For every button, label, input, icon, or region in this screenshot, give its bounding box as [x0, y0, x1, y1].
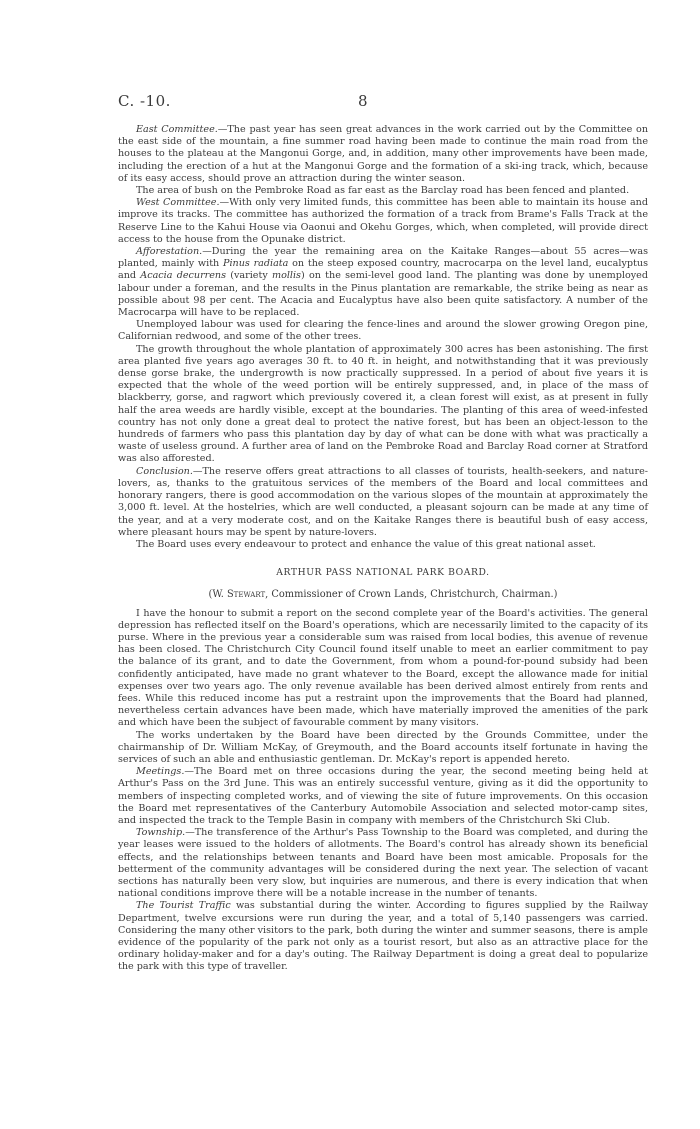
- conclusion-heading: Conclusion.: [136, 465, 193, 477]
- afforestation-text-4: ) on the semi-level good land. The planting was done by unemployed labour under a foreman, and the results in the Pinus plantation are remarkable, the strike being as near as possible about 98 per cent. The Acacia and Eucalyptus have also been quite satisfactory. A number of the Macrocarpa will have to be replaced.: [118, 270, 649, 319]
- paragraph-report-intro: I have the honour to submit a report on the second complete year of the Board's activities. The general depression has reflected itself on the Board's operations, which are necessarily limited to the capacity of its purse. Where in the previous year a considerable sum was raised from local bodies, this avenue of revenue has been closed. The Christchurch City Council found itself unable to meet an earlier commitment to pay the balance of its grant, and to date the Government, from whom a pound-for-pound subsidy had been confidently anticipated, have made no grant whatever to the Board, except the allowance made for initial expenses over two years ago. The only revenue available has been derived almost entirely from rents and fees. While this reduced income has put a restraint upon the improvements that the Board had planned, nevertheless certain advances have been made, which have materially improved the amenities of the park and which have been the subject of favourable comment by many visitors.: [118, 607, 648, 729]
- afforestation-text-2: on the steep exposed country, macrocarpa on the level land, eucalyptus and: [118, 258, 648, 282]
- west-committee-text: —With only very limited funds, this committee has been able to maintain its house and improve its tracks. The committee has authorized the formation of a track from Brame's Falls Track at the Reserve Line to the Kahui House via Oaonui and Okehu Gorges, which, when completed, will provide direct access to the house from the Opunake district.: [118, 197, 648, 245]
- species-acacia: Acacia decurrens: [140, 270, 227, 282]
- subtitle-suffix: , Commissioner of Crown Lands, Christchurch, Chairman.): [265, 589, 558, 601]
- paragraph-township: [118, 827, 648, 900]
- paragraph-unemployed-labour: Unemployed labour was used for clearing the fence-lines and around the slower growing Oregon pine, Californian redwood, and some of the other trees.: [118, 319, 648, 343]
- afforestation-text-3: (variety: [226, 270, 272, 282]
- document-body: [118, 124, 648, 974]
- conclusion-text: —The reserve offers great attractions to all classes of tourists, health-seekers, and nature-lovers, as, thanks to the gratuitous services of the members of the Board and local committees and honorary rangers, there is good accommodation on the various slopes of the mountain at approximately the 3,000 ft. level. At the hostelries, which are well conducted, a pleasant sojourn can be made at any time of the year, and at a very moderate cost, and on the Kaitake Ranges there is beautiful bush of easy access, where pleasant hours may be spent by nature-lovers.: [118, 465, 648, 538]
- subtitle-prefix: (W.: [208, 589, 227, 601]
- page-number: 8: [358, 92, 368, 110]
- section-title: ARTHUR PASS NATIONAL PARK BOARD.: [276, 567, 490, 579]
- afforestation-heading: Afforestation.: [136, 246, 203, 258]
- paragraph-afforestation: [118, 246, 648, 319]
- paragraph-conclusion: [118, 466, 648, 539]
- paragraph-meetings: [118, 766, 648, 827]
- section-subtitle: [118, 589, 648, 601]
- township-text: —The transference of the Arthur's Pass Township to the Board was completed, and during the year leases were issued to the holders of allotments. The Board's control has already shown its beneficial effects, and the relationships between tenants and Board have been most amicable. Proposals for the betterment of the community advantages will be considered during the next year. The selection of vacant sections has naturally been very slow, but inquiries are numerous, and there is every indication that when national conditions improve there will be a notable increase in the number of tenants.: [118, 827, 648, 900]
- township-heading: Township.: [136, 827, 186, 839]
- tourist-traffic-text: was substantial during the winter. According to figures supplied by the Railway Department, twelve excursions were run during the year, and a total of 5,140 passengers was carried. Considering the many other visitors to the park, both during the winter and summer seasons, there is ample evidence of the popularity of the park not only as a tourist resort, but also as an attractive place for the ordinary holiday-maker and for a day's outing. The Railway Department is doing a great deal to popularize the park with this type of traveller.: [118, 900, 648, 973]
- document-code: C. -10.: [118, 92, 171, 110]
- species-mollis: mollis: [271, 270, 301, 282]
- page-header: [118, 92, 598, 112]
- meetings-heading: Meetings.: [136, 766, 185, 778]
- east-committee-heading: East Committee.: [136, 124, 218, 135]
- chairman-surname: Stewart: [226, 589, 266, 601]
- tourist-traffic-heading: The Tourist Traffic: [136, 900, 231, 912]
- west-committee-heading: West Committee.: [136, 197, 220, 209]
- paragraph-bush-area: The area of bush on the Pembroke Road as far east as the Barclay road has been fenced and planted.: [136, 185, 630, 197]
- paragraph-west-committee: [118, 197, 648, 246]
- paragraph-tourist-traffic: [118, 900, 648, 973]
- meetings-text: —The Board met on three occasions during the year, the second meeting being held at Arthur's Pass on the 3rd June. This was an entirely successful venture, giving as it did the opportunity to members of inspecting completed works, and of viewing the site of future improvements. On this occasion the Board met representatives of the Canterbury Automobile Association and selected motor-camp sites, and inspected the track to the Temple Basin in company with members of the Christchurch Ski Club.: [118, 766, 648, 826]
- east-committee-text: —The past year has seen great advances in the work carried out by the Committee on the east side of the mountain, a fine summer road having been made to continue the main road from the houses to the plateau at the Mangonui Gorge, and, in addition, many other improvements have been made, including the erection of a hut at the Mangonui Gorge and the formation of a ski-ing track, which, because of its easy access, should prove an attraction during the winter season.: [118, 124, 649, 184]
- species-pinus: Pinus radiata: [223, 258, 289, 270]
- paragraph-works: The works undertaken by the Board have been directed by the Grounds Committee, under the chairmanship of Dr. William McKay, of Greymouth, and the Board accounts itself fortunate in having the services of such an able and enthusiastic gentleman. Dr. McKay's report is appended hereto.: [118, 729, 648, 765]
- afforestation-text-1: —During the year the remaining area on the Kaitake Ranges—about 55 acres—was planted, mainly with: [118, 246, 648, 270]
- paragraph-east-committee: [118, 124, 648, 185]
- paragraph-growth: The growth throughout the whole plantation of approximately 300 acres has been astonishing. The first area planted five years ago averages 30 ft. to 40 ft. in height, and notwithstanding that it was previously dense gorse brake, the undergrowth is now practically suppressed. In a period of about five years it is expected that the whole of the weed portion will be entirely suppressed, and, in place of the mass of blackberry, gorse, and ragwort which previously covered it, a clean forest will exist, as at present in fully half the area weeds are hardly visible, except at the boundaries. The planting of this area of weed-infested country has not only done a great deal to protect the native forest, but has been an object-lesson to the hundreds of farmers who pass this plantation day by day of what can be done with what was practically a waste of useless ground. A further area of land on the Pembroke Road and Barclay Road corner at Stratford was also afforested.: [118, 343, 648, 465]
- paragraph-board-endeavour: The Board uses every endeavour to protect and enhance the value of this great national asset.: [136, 538, 596, 550]
